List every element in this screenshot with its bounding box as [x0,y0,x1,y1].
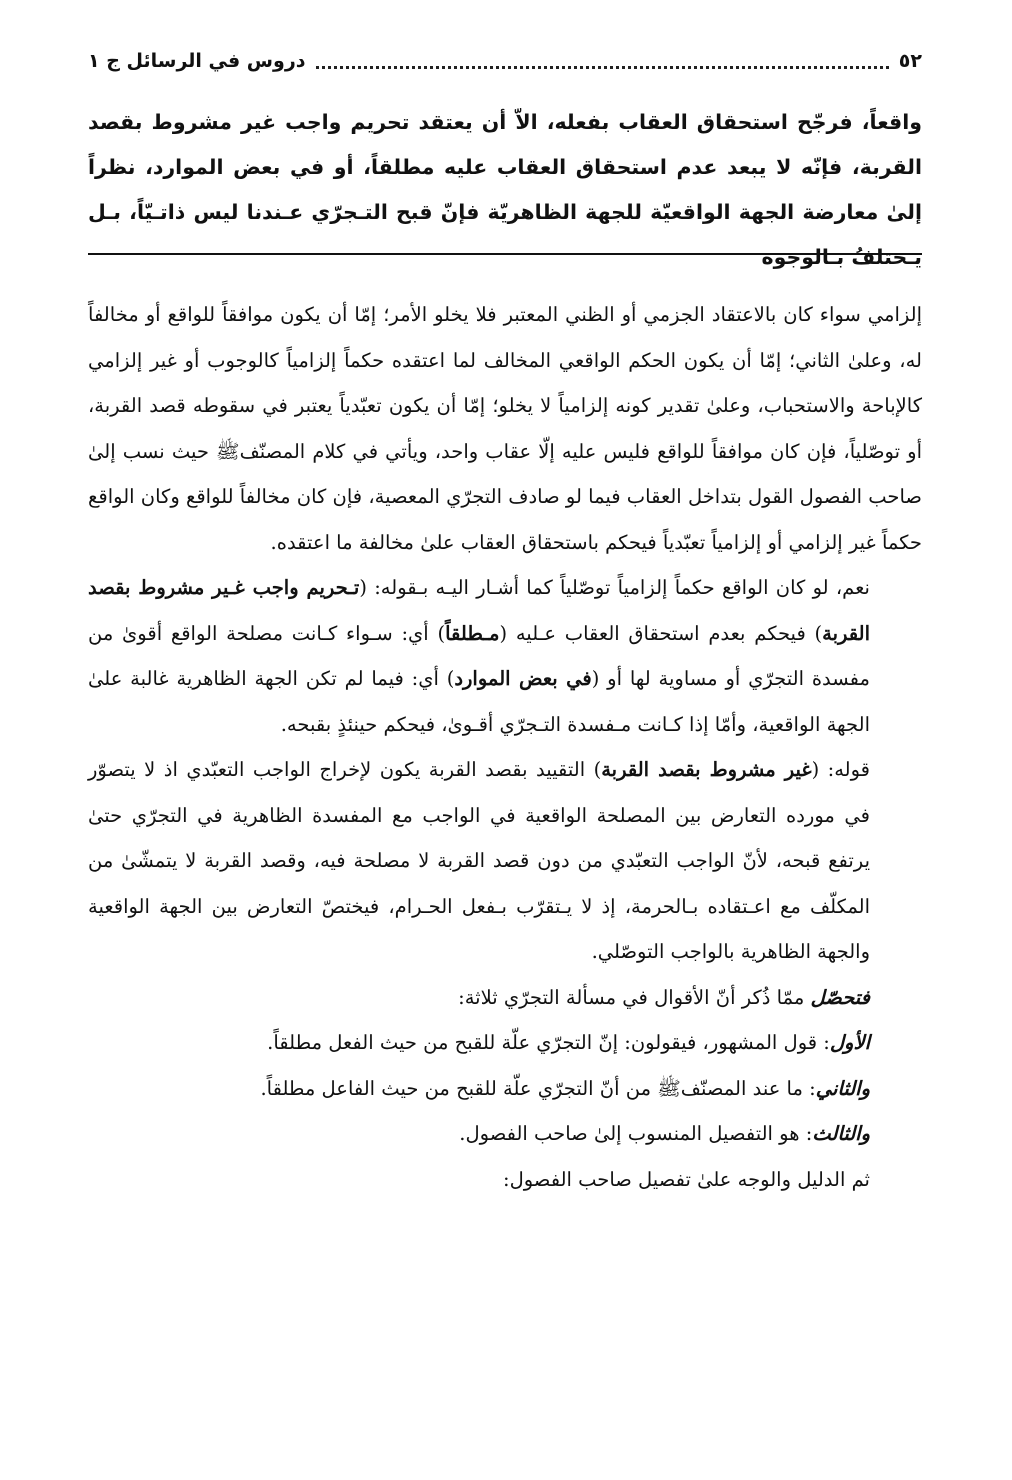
commentary-block [88,292,922,1202]
matn-paragraph: واقعاً، فرجّح استحقاق العقاب بفعله، الاّ أن يعتقد تحريم واجب غير مشروط بقصد القربة، فإنّه لا يبعد عدم استحقاق العقاب عليه مطلقاً، أو في بعض الموارد، نظراً إلىٰ معارضة الجهة الواقعيّة للجهة الظاهريّة فإنّ قبح التـجرّي عـندنا ليس ذاتـيّاً، بـل يـختلفُ بـالوجوه [88,110,922,269]
summary-third-text: : هو التفصيل المنسوب إلىٰ صاحب الفصول. [459,1122,813,1145]
para2-text-1: نعم، لو كان الواقع حكماً إلزامياً توصّلياً كما أشـار اليـه بـقوله: ( [359,576,870,599]
para3-text-2: ) التقييد بقصد القربة يكون لإخراج الواجب التعبّدي اذ لا يتصوّر في مورده التعارض بين المصلحة الواقعية في الواجب مع المفسدة الظاهرية في التجرّي حتىٰ يرتفع قبحه، لأنّ الواجب التعبّدي من دون قصد القربة لا مصلحة فيه، وقصد القربة لا يتمشّىٰ من المكلّف مع اعـتقاده بـالحرمة، إذ لا يـتقرّب بـفعل الحـرام، فيختصّ التعارض بين الجهة الواقعية والجهة الظاهرية بالواجب التوصّلي. [88,758,870,963]
page-number: ٥٢ [898,50,922,72]
summary-closing: ثم الدليل والوجه علىٰ تفصيل صاحب الفصول: [503,1167,870,1191]
book-title: دروس في الرسائل ج ١ [88,50,306,72]
commentary-paragraph-2 [88,565,922,747]
summary-intro-text: ممّا ذُكر أنّ الأقوال في مسألة التجرّي ثلاثة: [458,985,811,1009]
summary-intro [88,975,922,1021]
summary-intro-label: فتحصّل [810,985,870,1009]
commentary-paragraph-1: إلزامي سواء كان بالاعتقاد الجزمي أو الظني المعتبر فلا يخلو الأمر؛ إمّا أن يكون موافقاً للواقع أو مخالفاً له، وعلىٰ الثاني؛ إمّا أن يكون الحكم الواقعي المخالف لما اعتقده حكماً إلزامياً كالوجوب أو غير إلزامي كالإباحة والاستحباب، وعلىٰ تقدير كونه إلزامياً لا يخلو؛ إمّا أن يكون تعبّدياً يعتبر في سقوطه قصد القربة، أو توصّلياً، فإن كان موافقاً للواقع فليس عليه إلّا عقاب واحد، ويأتي في كلام المصنّفﷺ حيث نسب إلىٰ صاحب الفصول القول بتداخل العقاب فيما لو صادف التجرّي المعصية، فإن كان مخالفاً للواقع وكان الواقع حكماً غير إلزامي أو إلزامياً تعبّدياً فيحكم باستحقاق العقاب علىٰ مخالفة ما اعتقده. [88,303,922,554]
summary-third-label: والثالث [812,1122,870,1145]
summary-first-label: الأول [829,1031,870,1054]
summary-first-text: : قول المشهور، فيقولون: إنّ التجرّي علّة للقبح من حيث الفعل مطلقاً. [267,1031,830,1054]
header-dot-leader [316,54,889,69]
separator-rule [88,253,922,255]
para2-quote-2: مـطلقاً [445,621,500,645]
para2-text-3: ) أي: سـواء كـانت مصلحة الواقع أقوىٰ من مفسدة التجرّي أو مساوية لها أو ( [88,621,870,690]
running-header [88,44,922,78]
para2-quote-3: في بعض الموارد [454,667,592,690]
para2-quote-1: تـحريم واجب غـير مشروط بقصد القربة [88,576,870,645]
summary-first [88,1020,922,1066]
commentary-paragraph-3 [88,747,922,975]
para2-text-2: ) فيحكم بعدم استحقاق العقاب عـليه ( [499,621,823,645]
para3-quote-1: غير مشروط بقصد القربة [601,758,812,781]
summary-second [88,1066,922,1112]
summary-second-text: : ما عند المصنّفﷺ من أنّ التجرّي علّة للقبح من حيث الفاعل مطلقاً. [260,1076,816,1100]
para2-text-4: ) أي: فيما لم تكن الجهة الظاهرية غالبة علىٰ الجهة الواقعية، وأمّا إذا كـانت مـفسدة التـجرّي أقـوىٰ، فيحكم حينئذٍ بقبحه. [88,667,870,736]
summary-third [88,1111,922,1157]
summary-second-label: والثاني [815,1076,870,1100]
para3-text-1: قوله: ( [811,758,870,781]
